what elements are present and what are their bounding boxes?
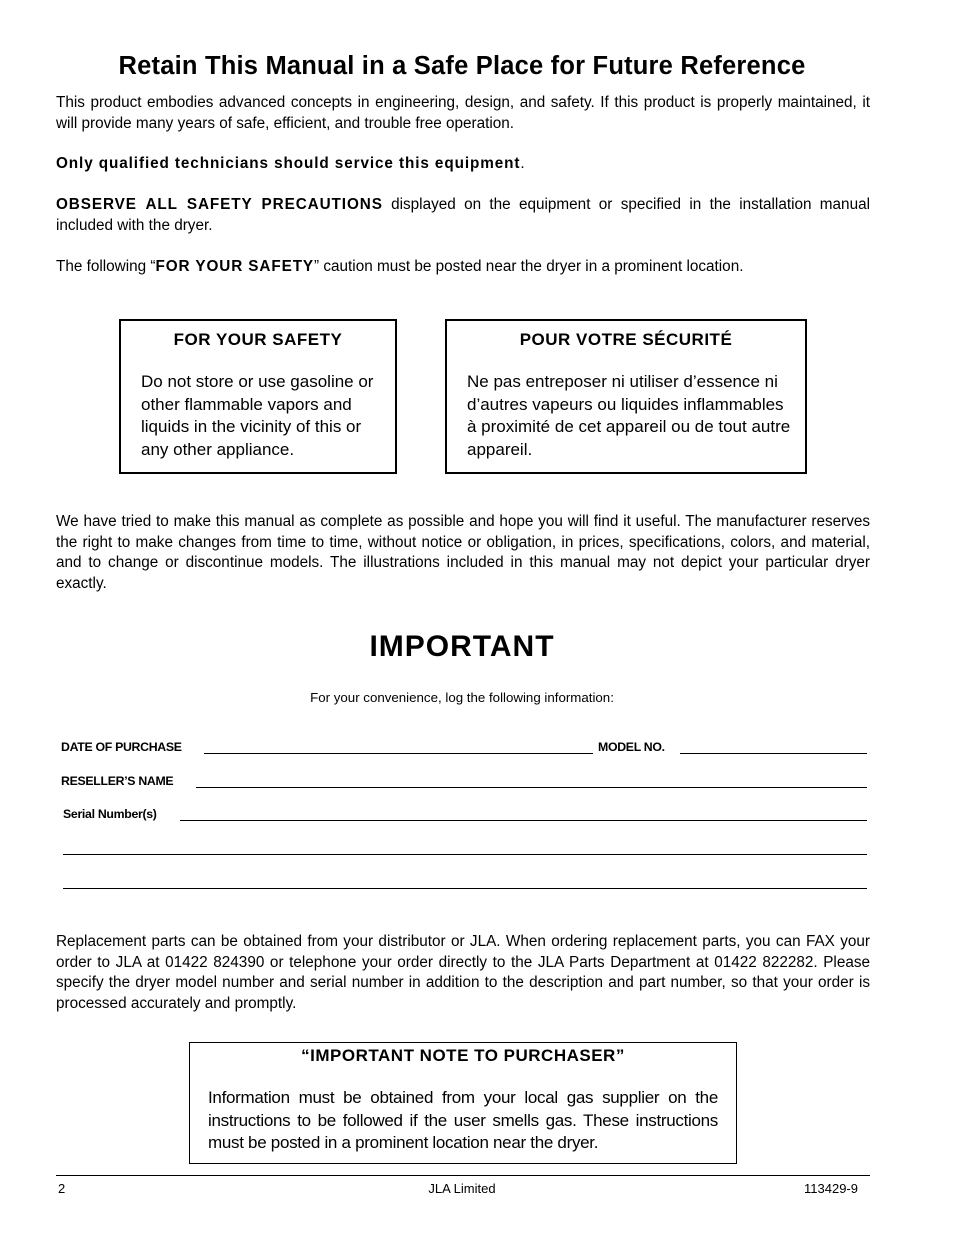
purchaser-note-body: Information must be obtained from your local gas supplier on the instructions to be followed if the user smells gas. These instructions must be posted in a prominent location near the dryer. (208, 1088, 718, 1153)
reseller-name-field[interactable] (196, 787, 867, 788)
observe-precautions-paragraph (56, 195, 870, 236)
serial-numbers-label: Serial Number(s) (63, 807, 157, 821)
footer-rule (56, 1175, 870, 1176)
convenience-instruction: For your convenience, log the following information: (310, 690, 614, 705)
safety-box-french-heading: POUR VOTRE SÉCURITÉ (519, 330, 733, 349)
footer-company: JLA Limited (428, 1181, 496, 1196)
posting-notice-post: ” caution must be posted near the dryer in a prominent location. (314, 258, 744, 275)
safety-box-english (119, 319, 397, 474)
posting-notice-pre: The following “ (56, 258, 156, 275)
model-number-field[interactable] (680, 753, 867, 754)
replacement-parts-paragraph: Replacement parts can be obtained from your distributor or JLA. When ordering replacement parts, you can FAX your order to JLA at 01422 824390 or telephone your order directly to the JLA Parts Department at 01422 822282. Please specify the dryer model number and serial number in addition to the description and part number, so that your order is processed accurately and promptly. (56, 933, 870, 1012)
safety-box-english-heading: FOR YOUR SAFETY (173, 330, 343, 349)
footer-page-number: 2 (58, 1181, 66, 1196)
observe-precautions-bold: OBSERVE ALL SAFETY PRECAUTIONS (56, 196, 383, 213)
safety-box-english-body: Do not store or use gasoline or other flammable vapors and liquids in the vicinity of this or any other appliance. (141, 372, 374, 460)
serial-numbers-extra-line-1[interactable] (63, 854, 867, 855)
reseller-name-label: RESELLER’S NAME (61, 774, 174, 788)
manual-disclaimer-paragraph: We have tried to make this manual as complete as possible and hope you will find it useful. The manufacturer reserves the right to make changes from time to time, without notice or obligation, in prices, specifications, colors, and material, and to change or discontinue models. The illustrations included in this manual may not depict your particular dryer exactly. (56, 513, 870, 592)
purchaser-note-heading: “IMPORTANT NOTE TO PURCHASER” (301, 1046, 625, 1065)
qualified-technicians-bold: Only qualified technicians should service this equipment (56, 155, 521, 172)
qualified-technicians-notice (56, 154, 870, 175)
footer-document-number: 113429-9 (804, 1181, 858, 1196)
safety-box-french-body: Ne pas entreposer ni utiliser d’essence ni d’autres vapeurs ou liquides inflammables à proximité de cet appareil ou de tout autre appareil. (467, 372, 791, 460)
model-number-label: MODEL NO. (598, 740, 665, 754)
date-of-purchase-label: DATE OF PURCHASE (61, 740, 182, 754)
observe-precautions-rest: displayed on the equipment or specified in the installation manual included with the dryer. (56, 196, 870, 234)
purchaser-note-box (189, 1042, 737, 1164)
posting-notice-bold: FOR YOUR SAFETY (155, 258, 315, 275)
posting-notice-paragraph (56, 257, 870, 278)
qualified-technicians-rest: . (520, 155, 525, 172)
serial-numbers-field[interactable] (180, 820, 867, 821)
intro-paragraph: This product embodies advanced concepts in engineering, design, and safety. If this product is properly maintained, it will provide many years of safe, efficient, and trouble free operation. (56, 94, 870, 132)
important-heading: IMPORTANT (369, 630, 555, 663)
safety-box-french (445, 319, 807, 474)
date-of-purchase-field[interactable] (204, 753, 593, 754)
page-title: Retain This Manual in a Safe Place for Future Reference (118, 52, 806, 80)
serial-numbers-extra-line-2[interactable] (63, 888, 867, 889)
